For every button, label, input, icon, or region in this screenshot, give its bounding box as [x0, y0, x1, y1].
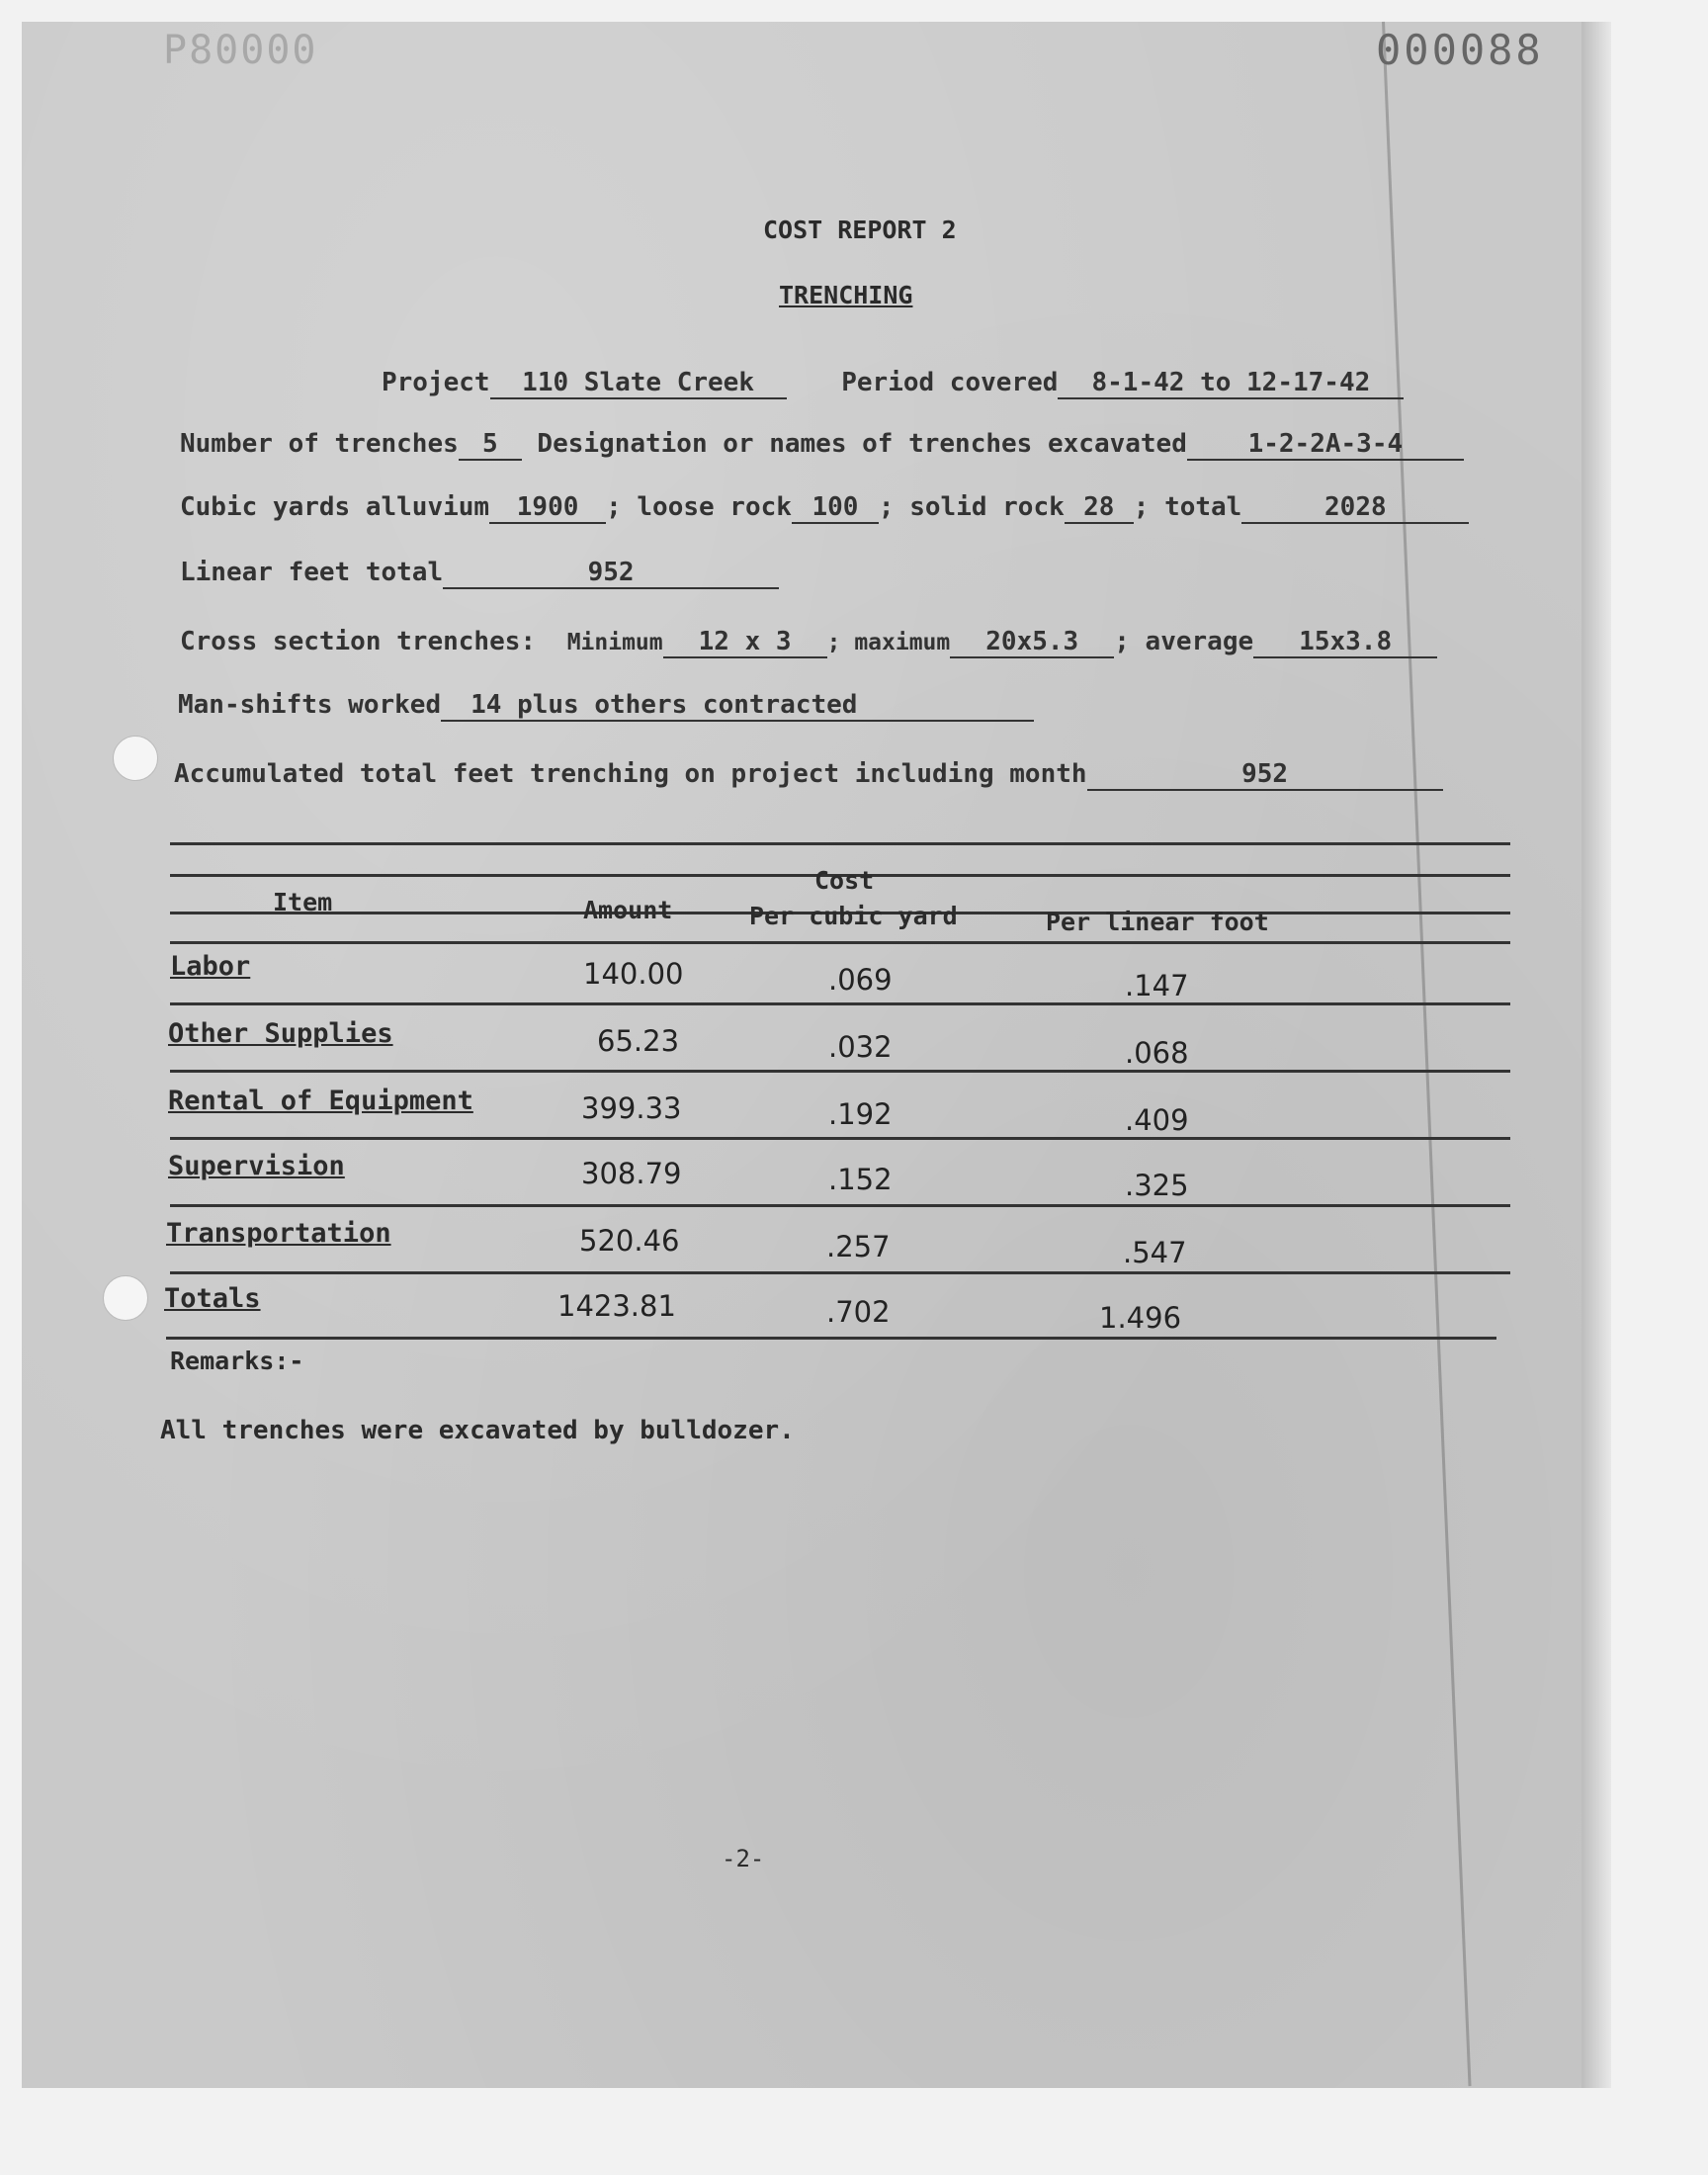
maximum-value: 20x5.3	[950, 627, 1114, 658]
report-title: COST REPORT 2	[763, 216, 957, 244]
trenches-designation-label: Designation or names of trenches excavated	[537, 429, 1187, 459]
punch-hole-top	[113, 736, 158, 781]
minimum-label: Minimum	[566, 630, 663, 655]
page-edge-shadow	[1581, 22, 1611, 2088]
loose-rock-label: ; loose rock	[606, 492, 792, 522]
linear-feet-line	[180, 558, 779, 589]
row-amount-rental-of-equipment: 399.33	[581, 1091, 682, 1125]
row-item-totals: Totals	[164, 1283, 261, 1314]
stamp-number-left: P80000	[163, 28, 318, 73]
cost-header: Cost	[814, 866, 875, 895]
project-line	[382, 368, 1404, 399]
table-rule-bottom	[166, 1337, 1496, 1340]
row-per-cubic-yard-supervision: .152	[828, 1163, 893, 1196]
table-row-rule	[170, 1137, 1510, 1140]
row-amount-other-supplies: 65.23	[597, 1024, 680, 1058]
row-per-linear-foot-totals: 1.496	[1099, 1301, 1182, 1335]
alluvium-value: 1900	[489, 492, 606, 524]
accumulated-label: Accumulated total feet trenching on project including month	[174, 759, 1087, 789]
alluvium-label: Cubic yards alluvium	[180, 492, 490, 522]
row-item-rental-of-equipment: Rental of Equipment	[168, 1086, 473, 1116]
trenches-number-label: Number of trenches	[180, 429, 459, 459]
row-per-cubic-yard-rental-of-equipment: .192	[828, 1097, 893, 1131]
row-amount-supervision: 308.79	[581, 1157, 682, 1190]
table-row-rule	[170, 1271, 1510, 1274]
solid-rock-label: ; solid rock	[878, 492, 1065, 522]
row-per-cubic-yard-totals: .702	[826, 1295, 891, 1329]
trenches-designation-value: 1-2-2A-3-4	[1187, 429, 1464, 461]
table-row-rule	[170, 1002, 1510, 1005]
linear-feet-label: Linear feet total	[180, 558, 444, 587]
man-shifts-line	[178, 690, 1034, 722]
row-per-cubic-yard-labor: .069	[828, 963, 893, 997]
row-item-supervision: Supervision	[168, 1151, 345, 1181]
row-amount-transportation: 520.46	[579, 1224, 680, 1258]
table-rule-top	[170, 842, 1510, 845]
cross-section-line	[180, 627, 1437, 658]
total-value: 2028	[1241, 492, 1469, 524]
trenches-line	[180, 429, 1464, 461]
row-per-linear-foot-supervision: .325	[1125, 1169, 1189, 1202]
average-label: ; average	[1114, 627, 1254, 656]
minimum-value: 12 x 3	[663, 627, 827, 658]
man-shifts-value: 14 plus others contracted	[441, 690, 1034, 722]
col-header-item: Item	[273, 888, 333, 916]
col-header-per-linear-foot: Per linear foot	[1046, 908, 1269, 936]
page-number: -2-	[722, 1845, 765, 1872]
row-item-transportation: Transportation	[166, 1218, 391, 1249]
row-item-other-supplies: Other Supplies	[168, 1018, 393, 1049]
row-per-linear-foot-other-supplies: .068	[1125, 1036, 1189, 1070]
project-value: 110 Slate Creek	[490, 368, 787, 399]
stamp-number-right: 000088	[1376, 26, 1544, 74]
table-row-rule	[170, 1070, 1510, 1073]
cubic-yards-line	[180, 492, 1469, 524]
row-per-cubic-yard-other-supplies: .032	[828, 1030, 893, 1064]
punch-hole-bottom	[103, 1275, 148, 1321]
col-header-amount: Amount	[583, 896, 673, 924]
table-rule-header-bottom	[170, 941, 1510, 944]
maximum-label: ; maximum	[826, 630, 951, 655]
accumulated-line	[174, 759, 1443, 791]
row-amount-labor: 140.00	[583, 957, 684, 991]
row-per-linear-foot-labor: .147	[1125, 969, 1189, 1002]
total-label: ; total	[1133, 492, 1242, 522]
accumulated-value: 952	[1087, 759, 1443, 791]
period-value: 8-1-42 to 12-17-42	[1058, 368, 1404, 399]
report-subtitle: TRENCHING	[779, 281, 913, 309]
average-value: 15x3.8	[1253, 627, 1437, 658]
row-item-labor: Labor	[170, 951, 251, 982]
remarks-label: Remarks:-	[170, 1347, 304, 1375]
solid-rock-value: 28	[1065, 492, 1134, 524]
remarks-text: All trenches were excavated by bulldozer.	[160, 1416, 795, 1445]
period-label: Period covered	[841, 368, 1059, 397]
row-per-cubic-yard-transportation: .257	[826, 1230, 891, 1263]
row-per-linear-foot-transportation: .547	[1123, 1236, 1187, 1269]
project-label: Project	[382, 368, 490, 397]
row-per-linear-foot-rental-of-equipment: .409	[1125, 1103, 1189, 1137]
document-page	[22, 22, 1603, 2088]
trenches-number-value: 5	[459, 429, 522, 461]
table-row-rule	[170, 1204, 1510, 1207]
man-shifts-label: Man-shifts worked	[178, 690, 442, 720]
cross-section-label: Cross section trenches:	[180, 627, 537, 656]
col-header-per-cubic-yard: Per cubic yard	[749, 902, 958, 930]
row-amount-totals: 1423.81	[557, 1289, 676, 1323]
linear-feet-value: 952	[443, 558, 779, 589]
loose-rock-value: 100	[792, 492, 879, 524]
